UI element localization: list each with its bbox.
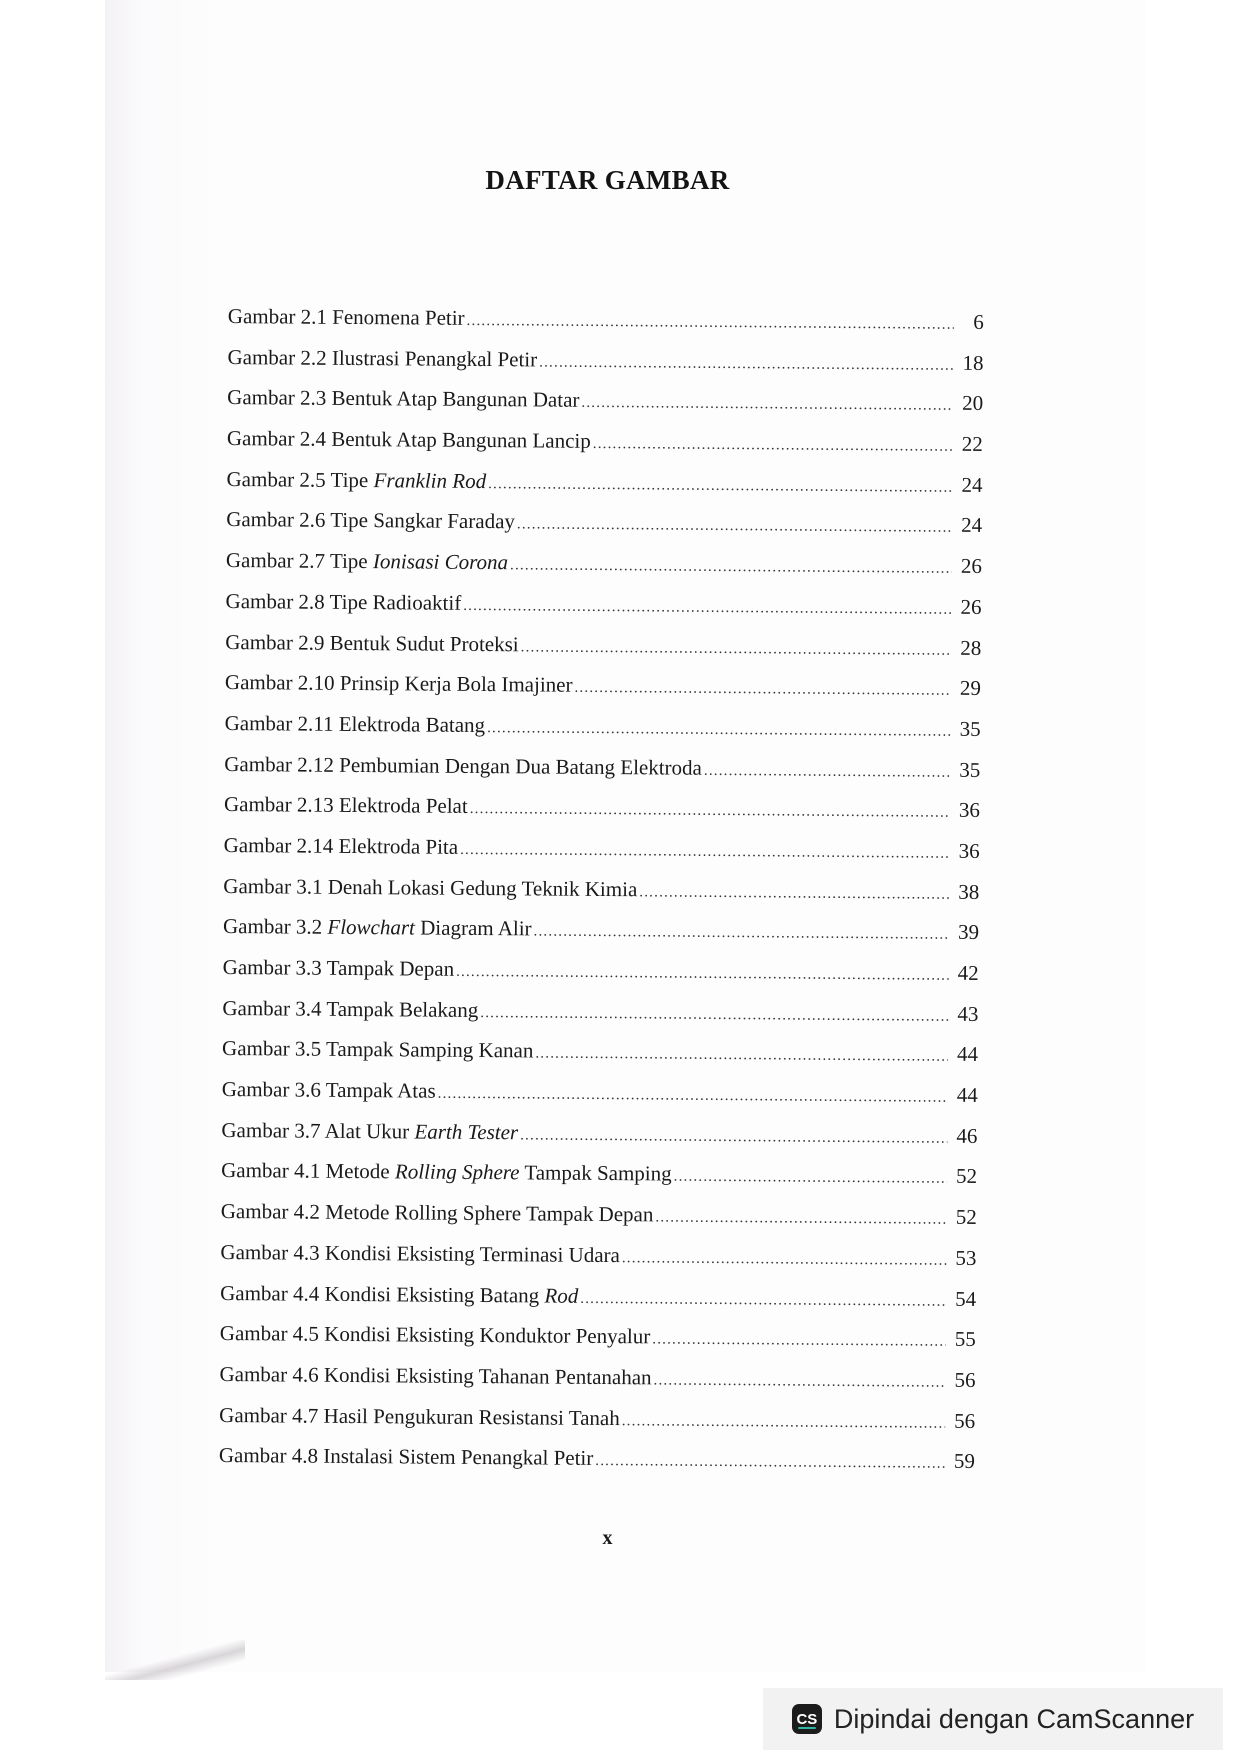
dot-leader <box>655 1198 947 1241</box>
toc-entry-label-suffix: Diagram Alir <box>414 915 532 941</box>
toc-entry-label-text: Gambar 3.7 Alat Ukur <box>221 1117 415 1144</box>
paper-shadow <box>105 1640 245 1680</box>
watermark-text: Dipindai dengan CamScanner <box>833 1703 1195 1734</box>
toc-entry-page: 54 <box>955 1286 977 1311</box>
toc-entry-label-text: Gambar 2.13 Elektroda Pelat <box>223 792 468 819</box>
toc-entry-label <box>224 825 459 868</box>
toc-entry-page: 18 <box>962 350 984 375</box>
dot-leader <box>622 1238 947 1281</box>
toc-entry-label <box>221 1191 654 1235</box>
toc-entry-label <box>223 866 637 910</box>
toc-entry-label <box>221 1110 518 1153</box>
dot-leader <box>539 342 954 386</box>
dot-leader <box>488 464 953 508</box>
toc-entry-label-text: Gambar 3.4 Tampak Belakang <box>222 995 479 1022</box>
toc-entry-label-text: Gambar 3.2 <box>222 914 328 940</box>
dot-leader <box>456 952 949 997</box>
toc-entry-label-text: Gambar 3.1 Denah Lokasi Gedung Teknik Kimia <box>223 873 638 901</box>
toc-entry-page: 55 <box>954 1326 976 1352</box>
toc-entry-page: 35 <box>959 757 981 782</box>
toc-entry-page: 56 <box>954 1367 976 1392</box>
toc-entry-label-text: Gambar 4.1 Metode <box>221 1158 396 1184</box>
toc-entry-label-text: Gambar 3.5 Tampak Samping Kanan <box>221 1036 534 1063</box>
dot-leader <box>470 789 951 833</box>
dot-leader <box>652 1320 946 1363</box>
toc-entry-page: 26 <box>960 594 982 619</box>
camscanner-logo-icon: CS <box>792 1704 822 1734</box>
toc-entry-label-text: Gambar 2.12 Pembumian Dengan Dua Batang Elektroda <box>224 751 703 780</box>
toc-entry-page: 24 <box>961 472 983 497</box>
toc-entry-page: 39 <box>957 920 980 945</box>
toc-entry-label-text: Gambar 4.3 Kondisi Eksisting Terminasi Udara <box>220 1239 620 1267</box>
toc-entry-label-italic: Rod <box>544 1283 579 1308</box>
toc-entry-page: 56 <box>954 1408 976 1433</box>
dot-leader <box>704 750 951 793</box>
toc-entry-label-text: Gambar 4.8 Instalasi Sistem Penangkal Petir <box>218 1443 594 1471</box>
toc-entry-label-italic: Rolling Sphere <box>394 1159 520 1185</box>
toc-entry-label-text: Gambar 4.7 Hasil Pengukuran Resistansi Tanah <box>219 1402 620 1430</box>
dot-leader <box>673 1157 947 1200</box>
toc-entry-label <box>227 418 591 462</box>
toc-entry-label <box>226 540 508 583</box>
toc-entry-label-suffix: Tampak Samping <box>519 1160 672 1186</box>
toc-entry-page: 38 <box>958 879 980 904</box>
dot-leader <box>639 872 949 915</box>
toc-entry-label <box>220 1272 578 1316</box>
dot-leader <box>520 627 951 671</box>
toc-entry-label-text: Gambar 4.4 Kondisi Eksisting Batang <box>220 1280 545 1308</box>
toc-entry-label-italic: Franklin Rod <box>373 467 487 493</box>
toc-entry-label-text: Gambar 2.10 Prinsip Kerja Bola Imajiner <box>224 670 573 697</box>
toc-entry-label <box>224 784 468 827</box>
toc-entry-label <box>227 377 580 420</box>
toc-entry-label-text: Gambar 3.6 Tampak Atas <box>221 1077 436 1103</box>
camscanner-watermark <box>763 1688 1223 1750</box>
dot-leader <box>463 586 952 631</box>
dot-leader <box>480 993 948 1037</box>
toc-entry-label <box>225 581 461 624</box>
dot-leader <box>466 301 954 346</box>
toc-entry-label <box>219 1354 651 1398</box>
dot-leader <box>581 383 953 427</box>
toc-entry-label <box>222 988 478 1031</box>
toc-entry-page: 36 <box>958 838 980 863</box>
toc-entry-label <box>225 621 519 664</box>
toc-entry-label <box>222 1069 436 1111</box>
toc-entry-label <box>225 662 573 705</box>
toc-entry-label-text: Gambar 2.11 Elektroda Batang <box>224 710 486 737</box>
figure-list <box>219 296 984 1482</box>
toc-entry-page: 44 <box>956 1082 978 1107</box>
dot-leader <box>653 1360 945 1403</box>
toc-entry-page: 35 <box>959 716 981 741</box>
toc-entry-page: 53 <box>955 1245 977 1270</box>
toc-entry-label-text: Gambar 2.9 Bentuk Sudut Proteksi <box>225 629 519 656</box>
toc-entry-label <box>220 1232 620 1276</box>
toc-entry-label <box>224 703 485 746</box>
toc-entry <box>228 296 984 343</box>
toc-entry-label <box>219 1395 620 1439</box>
dot-leader <box>533 912 949 956</box>
toc-entry-page: 36 <box>958 798 981 823</box>
toc-entry-label-text: Gambar 4.2 Metode Rolling Sphere Tampak Depan <box>220 1199 654 1227</box>
page-number: x <box>602 1527 613 1549</box>
toc-entry-label <box>220 1313 651 1357</box>
toc-entry-label <box>222 1028 534 1071</box>
toc-entry-label-text: Gambar 2.1 Fenomena Petir <box>227 303 465 330</box>
toc-entry-label <box>227 337 537 380</box>
dot-leader <box>574 668 951 712</box>
toc-entry-label-italic: Flowchart <box>327 915 416 940</box>
toc-entry-label-text: Gambar 2.4 Bentuk Atap Bangunan Lancip <box>226 426 591 453</box>
toc-entry-label-text: Gambar 4.5 Kondisi Eksisting Konduktor Penyalur <box>219 1321 651 1349</box>
toc-entry-label-text: Gambar 2.5 Tipe <box>226 466 374 492</box>
toc-entry-label-text: Gambar 2.7 Tipe <box>225 548 374 574</box>
toc-entry-page: 42 <box>957 960 979 985</box>
toc-entry-label <box>223 947 455 990</box>
toc-entry-page: 52 <box>955 1204 977 1230</box>
toc-entry-page: 43 <box>957 1001 979 1026</box>
toc-entry-label <box>226 459 486 502</box>
toc-entry-page: 6 <box>973 309 984 334</box>
toc-entry-label-text: Gambar 2.3 Bentuk Atap Bangunan Datar <box>227 385 580 413</box>
toc-entry-label-text: Gambar 2.8 Tipe Radioaktif <box>225 588 462 615</box>
dot-leader <box>595 1441 945 1484</box>
dot-leader <box>622 1401 946 1444</box>
toc-entry-page: 29 <box>959 675 982 701</box>
toc-entry-label-text: Gambar 2.2 Ilustrasi Penangkal Petir <box>227 344 538 372</box>
toc-entry-label <box>226 499 515 542</box>
toc-entry-label-text: Gambar 3.3 Tampak Depan <box>222 954 455 981</box>
toc-entry-label-text: Gambar 2.6 Tipe Sangkar Faraday <box>226 507 516 534</box>
toc-entry-page: 52 <box>956 1164 978 1189</box>
toc-entry-page: 24 <box>961 513 983 538</box>
dot-leader <box>510 545 952 589</box>
toc-entry-label-italic: Ionisasi Corona <box>372 549 509 575</box>
toc-entry-label-text: Gambar 4.6 Kondisi Eksisting Tahanan Pentanahan <box>219 1361 652 1390</box>
toc-entry-page: 44 <box>956 1042 979 1067</box>
dot-leader <box>580 1278 946 1322</box>
toc-entry-page: 26 <box>960 553 982 579</box>
dot-leader <box>535 1034 948 1078</box>
toc-entry-page: 20 <box>962 391 984 416</box>
toc-entry-label <box>224 744 702 788</box>
toc-entry-page: 28 <box>960 635 982 660</box>
toc-entry-page: 22 <box>961 431 983 456</box>
toc-entry-page: 59 <box>953 1448 975 1474</box>
toc-entry-label <box>223 906 532 949</box>
dot-leader <box>593 424 953 468</box>
toc-entry-label <box>221 1150 672 1194</box>
page-title: DAFTAR GAMBAR <box>485 165 730 195</box>
toc-entry-label-text: Gambar 2.14 Elektroda Pita <box>223 832 459 859</box>
toc-entry-label <box>219 1435 594 1479</box>
toc-entry-label <box>228 296 465 339</box>
toc-entry-label-italic: Earth Tester <box>414 1119 519 1145</box>
toc-entry-page: 46 <box>956 1123 978 1148</box>
dot-leader <box>517 505 953 549</box>
